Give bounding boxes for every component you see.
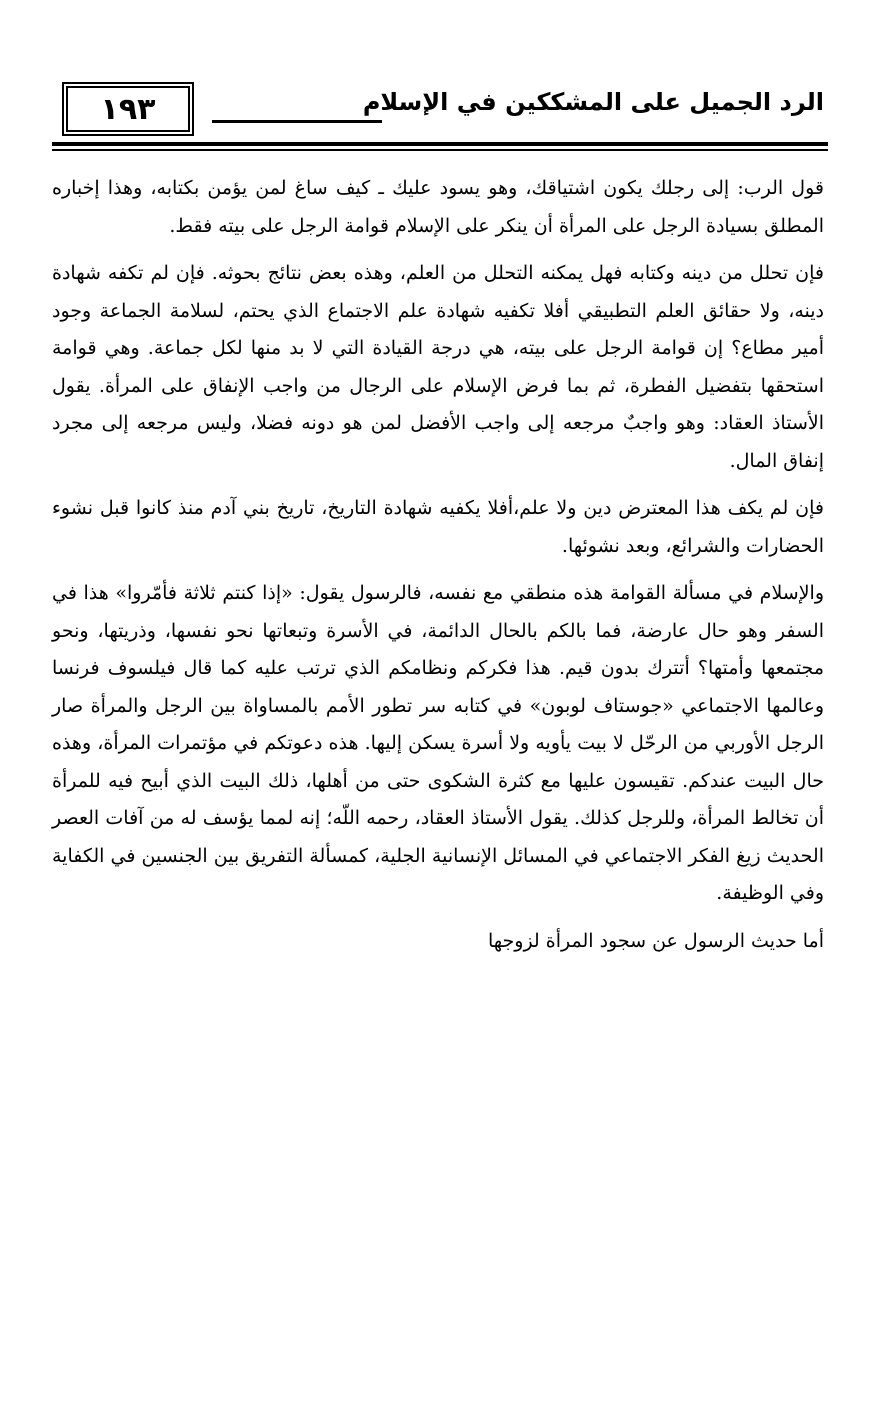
header-rule-thick xyxy=(52,142,828,146)
header-rule-thin xyxy=(52,149,828,151)
paragraph: قول الرب: إلى رجلك يكون اشتياقك، وهو يسود عليك ـ كيف ساغ لمن يؤمن بكتابه، وهذا إخباره المطلق بسيادة الرجل على المرأة أن ينكر على الإسلام قوامة الرجل على بيته فقط. xyxy=(52,177,824,237)
paragraph: والإسلام في مسألة القوامة هذه منطقي مع نفسه، فالرسول يقول: «إذا كنتم ثلاثة فأمّروا» هذا في السفر وهو حال عارضة، فما بالكم بالحال الدائمة، في الأسرة وتبعاتها نحو نفسها، وذريتها، ونحو مجتمعها وأمتها؟ أتترك بدون قيم. هذا فكركم ونظامكم الذي ترتب عليه كما قال فيلسوف فرنسا وعالمها الاجتماعي «جوستاف لوبون» في كتابه سر تطور الأمم بالمساواة بين الرجل والمرأة صار الرجل الأوربي من الرحّل لا بيت يأويه ولا أسرة يسكن إليها. هذه دعوتكم في مؤتمرات المرأة، وهذه حال البيت عندكم. تقيسون عليها مع كثرة الشكوى حتى من أهلها، ذلك البيت الذي أبيح فيه للمرأة أن تخالط المرأة، وللرجل كذلك. يقول الأستاذ العقاد، رحمه اللّه؛ إنه لمما يؤسف له من آفات العصر الحديث زيغ الفكر الاجتماعي في المسائل الإنسانية الجلية، كمسألة التفريق بين الجنسين في الكفاية وفي الوظيفة. xyxy=(52,582,824,904)
header-divider-short xyxy=(212,120,382,123)
paragraph: أما حديث الرسول عن سجود المرأة لزوجها xyxy=(487,929,824,952)
body-text xyxy=(52,170,824,970)
page-header xyxy=(52,80,828,146)
page-number: ١٩٣ xyxy=(62,82,194,136)
paragraph: فإن لم يكف هذا المعترض دين ولا علم،أفلا يكفيه شهادة التاريخ، تاريخ بني آدم منذ كانوا قبل نشوء الحضارات والشرائع، وبعد نشوئها. xyxy=(52,497,824,557)
running-title: الرد الجميل على المشككين في الإسلام xyxy=(362,88,824,116)
paragraph: فإن تحلل من دينه وكتابه فهل يمكنه التحلل من العلم، وهذه بعض نتائج بحوثه. فإن لم تكفه شهادة دينه، ولا حقائق العلم التطبيقي أفلا تكفيه شهادة علم الاجتماع الذي يحتم، لسلامة الجماعة وجود أمير مطاع؟ إن قوامة الرجل على بيته، هي درجة القيادة التي لا بد منها لكل جماعة. وهي قوامة استحقها بتفضيل الفطرة، ثم بما فرض الإسلام على الرجال من واجب الإنفاق على المرأة. يقول الأستاذ العقاد: وهو واجبٌ مرجعه إلى واجب الأفضل لمن هو دونه فضلا، وليس مرجعه إلى مجرد إنفاق المال. xyxy=(52,262,824,472)
